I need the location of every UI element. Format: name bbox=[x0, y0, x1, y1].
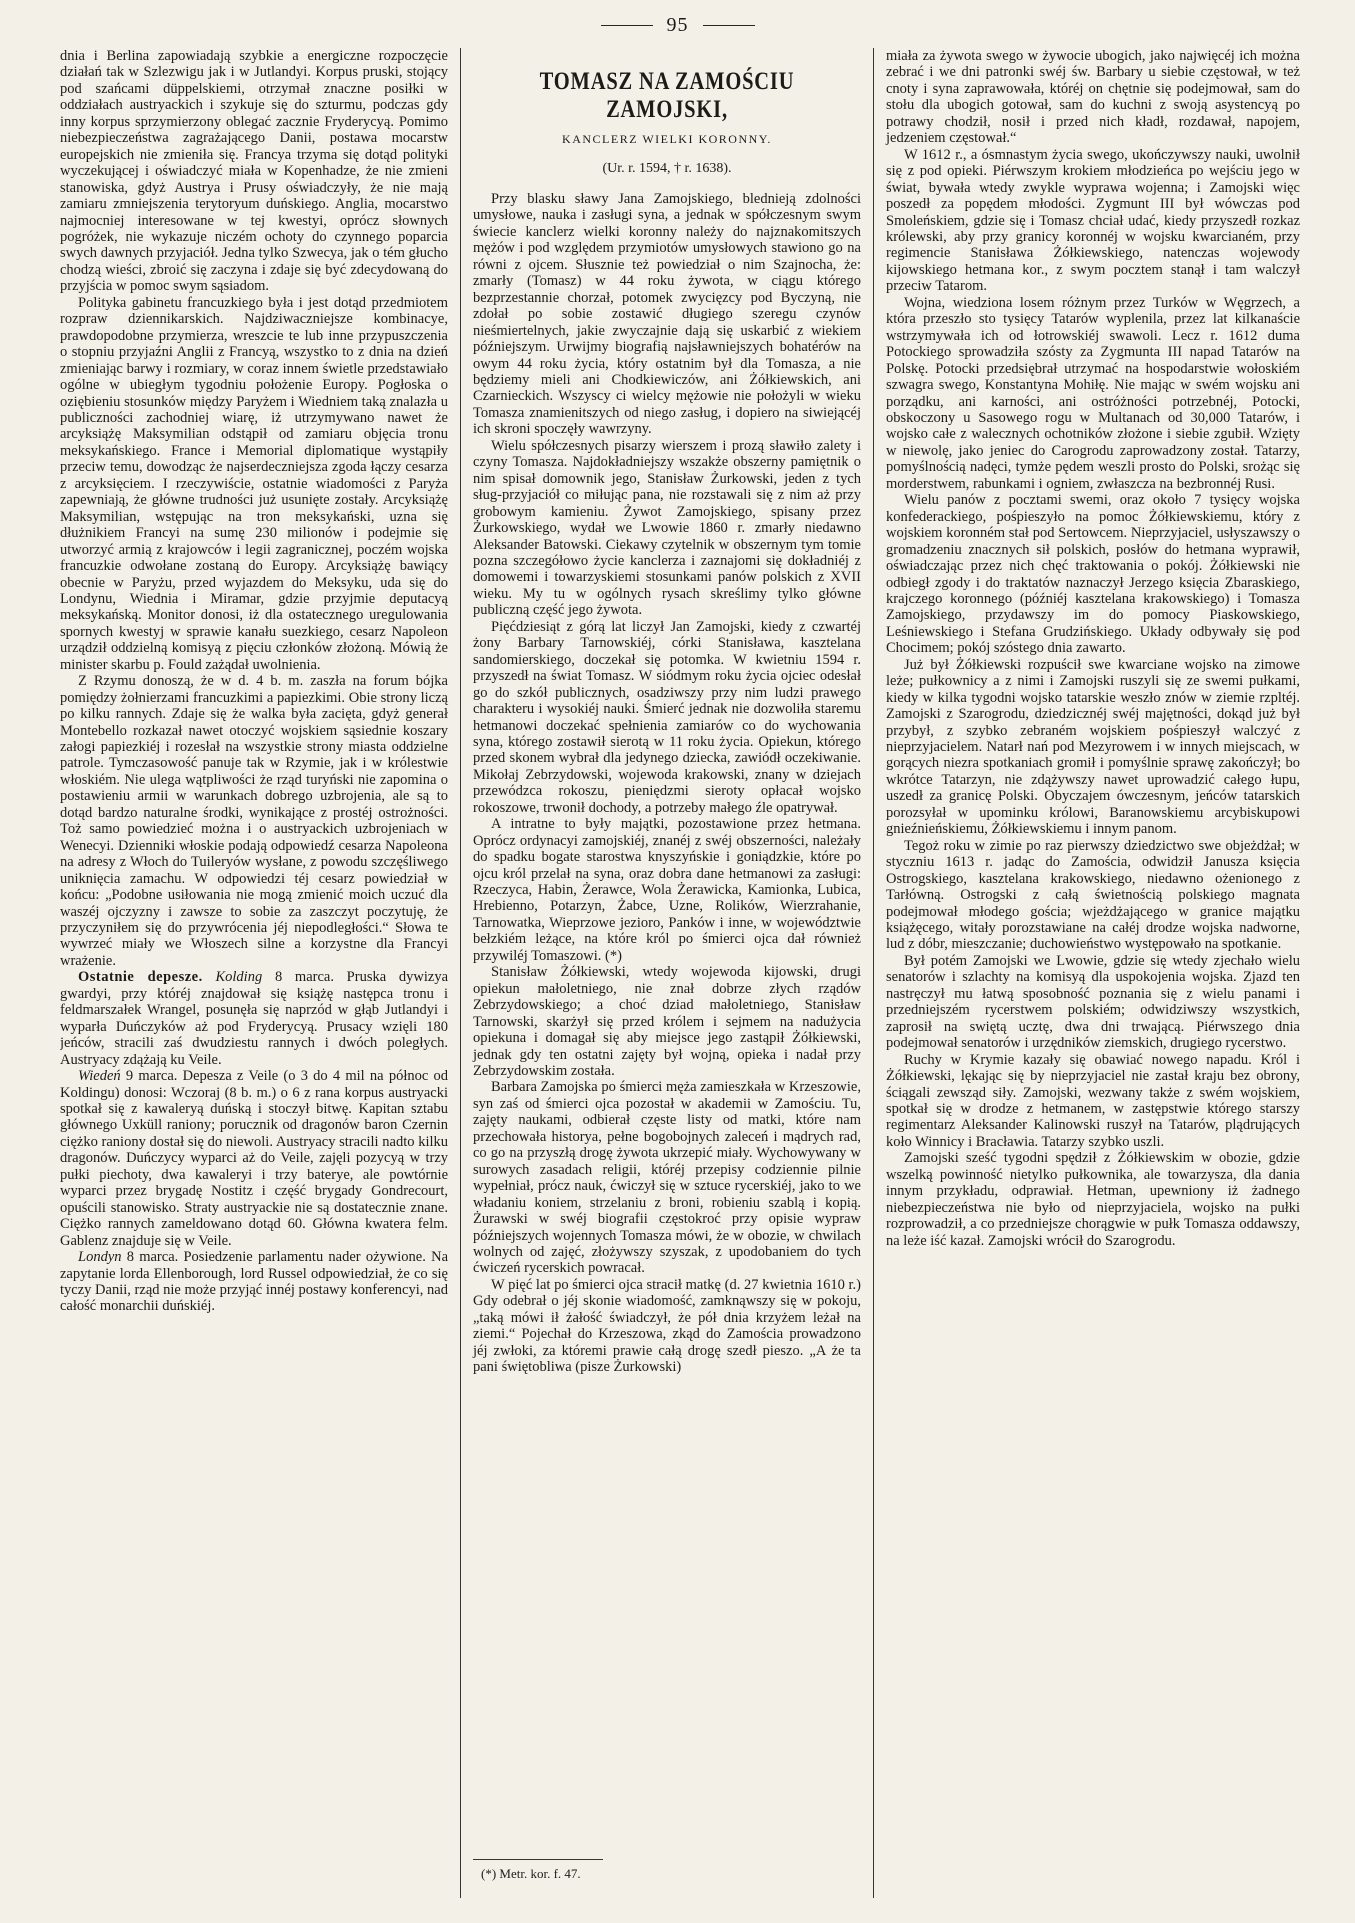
footnote: (*) Metr. kor. f. 47. bbox=[481, 1866, 581, 1881]
paragraph: dnia i Berlina zapowiadają szybkie a energiczne rozpoczęcie działań tak w Szlezwigu jak i w Jutlandyi. Korpus pruski, stojący pod szańcami düppelskiemi, otrzymał znaczne posiłki w oddziałach austryackich i szykuje się do szturmu, podczas gdy inny korpus sprzymierzony oblegać zacznie Fryderycyą. Pomimo niebezpieczeństwa zagrażającego Danii, postawa mocarstw europejskich nie zmieniła się. Francya trzyma się dotąd polityki wyczekującej i oświadczyć miała w Kopenhadze, że nie zmieni stanowiska, gdyż Austrya i Prusy oświadczyły, że nie mają zamiaru zmniejszenia terytoryum duńskiego. Anglia, mocarstwo najmocniej interesowane w tej kwestyi, oprócz słownych pogróżek, nie wykazuje niczém ochoty do czynnego poparcia swych dawnych przyjaciół. Jedna tylko Szwecya, jak o tém głucho chodzą wieści, zbroić się zaczyna i zdaje się być zdecydowaną do przyjścia w pomoc swym sąsiadom. bbox=[60, 48, 448, 295]
dispatch-paragraph bbox=[60, 1068, 448, 1249]
dispatch-place: Kolding bbox=[215, 969, 263, 986]
page-header bbox=[0, 10, 1355, 40]
dispatch-text: 8 marca. Posiedzenie parlamentu nader ożywione. Na zapytanie lorda Ellenborough, lord Russel odpowiedział, że co się tyczy Danii, rząd nie może przyjąć innéj postawy konferencyi, nad całość monarchii duńskiéj. bbox=[60, 1249, 448, 1315]
dispatch-place: Wiedeń bbox=[78, 1068, 121, 1085]
paragraph: Barbara Zamojska po śmierci męża zamieszkała w Krzeszowie, syn zaś od śmierci ojca pozostał w akademii w Zamościu. Tu, zajęty naukami, odbierał częste listy od matki, które nam przechowała historya, pełne bogobojnych zaleceń i mądrych rad, co go na przyszłą drogę żywota ukrzepić miały. Wychowywany w surowych zasadach religii, któréj przepisy codziennie pilnie wypełniał, prócz nauk, ćwiczył się w sztuce rycerskiéj, jako to we władaniu koniem, strzelaniu z broni, robieniu szablą i kopią. Żurawski w swéj biografii częstokroć przy opisie wypraw późniejszych wojennych Tomasza mówi, że w obozie, w chwilach wolnych od zajęć, złożywszy szyszak, z upodobaniem do tych ćwiczeń rycerskich powracał. bbox=[473, 1079, 861, 1277]
dispatch-paragraph bbox=[60, 969, 448, 1068]
paragraph: A intratne to były majątki, pozostawione przez hetmana. Oprócz ordynacyi zamojskiéj, znanéj z swéj obszerności, należały do spadku bogate starostwa knyszyńskie i goniądzkie, które po ojcu król przelał na syna, oraz dobra dane hetmanowi za zasługi: Rzeczyca, Habin, Żerawce, Wola Żerawicka, Kamionka, Lubica, Hrebienno, Potarzyn, Żabce, Uzne, Rolików, Wierzrahanie, Tarnowatka, Wieprzowe jezioro, Panków i inne, w województwie bełzkiém leżące, na które król po śmierci ojca dał również przywiléj Tomaszowi. (*) bbox=[473, 816, 861, 964]
dispatch-text: 9 marca. Depesza z Veile (o 3 do 4 mil na północ od Koldingu) donosi: Wczoraj (8 b. m.) o 6 z rana korpus austryacki spotkał się z kawaleryą duńską i stoczył bitwę. Kapitan sztabu głównego Uxküll raniony; porucznik od dragonów baron Czernin ciężko raniony dostał się do niewoli. Austryacy stracili nadto kilku dragonów. Duńczycy wyparci aż do Veile, zajęli pozycyą w trzy pułki piechoty, dwa kawaleryi i trzy baterye, ale powtórnie wyparci przez brygadę Nostitz i część brygady Gondrecourt, opuścili stanowisko. Straty austryackie nie są dostatecznie znane. Ciężko rannych zameldowano dotąd 60. Główna kwatera felm. Gablenz znajduje się w Veile. bbox=[60, 1068, 449, 1249]
dispatch-paragraph bbox=[60, 1249, 448, 1315]
paragraph: Już był Żółkiewski rozpuścił swe kwarciane wojsko na zimowe leże; pułkownicy a z nimi i Zamojski ruszyli się ze swemi pułkami, kiedy w kilka tygodni wojsko tatarskie weszło znów w ziemie rzpltéj. Zamojski z Szarogrodu, dziedzicznéj swéj majętności, dokąd już był przybył, z szybko zebraném wojskiem pośpieszył walczyć z nieprzyjacielem. Natarł nań pod Mezyrowem i w innych miejscach, w gorących niezra spotkaniach gromił i pomyślnie sprawę zakończył; bo wkrótce Tatarzyn, nie zdążywszy nawet uprowadzić całego łupu, uszedł za granicę Polski. Obyczajem ówczesnym, jeńców tatarskich porozsyłał w upominku królowi, Baranowskiemu arcybiskupowi gnieźnieńskiemu, Żółkiewskiemu i innym panom. bbox=[886, 656, 1300, 838]
paragraph: Przy blasku sławy Jana Zamojskiego, blednieją zdolności umysłowe, nauka i zasługi syna, a jednak w spółczesnym swym świecie kanclerz wielki koronny należy do najznakomitszych mężów i pod względem przymiotów umysłowych stawiono go na równi z ojcem. Słusznie też powiedział o nim Szajnocha, że: zmarły (Tomasz) w 44 roku żywota, w ciągu którego bezprzestannie chorzał, potomek zwycięzcy pod Byczyną, nie zdołał po sobie zostawić długiego szeregu czynów nieśmiertelnych, jakie zwyczajnie dają się uskarbić z wiekiem późniejszym. Urwijmy biografią najsławniejszych bohatérów na owym 44 roku życia, który ostatnim był dla Tomasza, a nie będziemy mieli ani Chodkiewiczów, ani Żółkiewskich, ani Czarnieckich. Wszyscy ci wielcy mężowie nie położyli w wieku Tomasza znamienitszych od niego zasług, i dopiero na siwiejącéj ich skroni spoczęły wawrzyny. bbox=[473, 191, 861, 438]
paragraph: Wojna, wiedziona losem różnym przez Turków w Węgrzech, a która przeszło sto tysięcy Tatarów wyplenila, przez lat kilkanaście wstrzymywała ich od łotrowskiéj swawoli. Lecz r. 1612 duma Potockiego sprowadziła szósty za Zygmunta III napad Tatarów na Polskę. Potocki przedsiębrał utrzymać na hospodarstwie wołoskiém szwagra swego, Konstantyna Mohiłę. Nie mając w swém wojsku ani porządku, ani karności, ani ostróżności potrzebnéj, Potocki, obskoczony u Sasowego rogu w Multanach od 30,000 Tatarów, i wojsko całe z walecznych ochotników złożone i siebie zgubił. Wzięty w niewolę, jako jeniec do Carogrodu zaprowadzony został. Tatarzy, pomyślnością nadęci, tymże pędem weszli prosto do Polski, srożąc się morderstwem, rabunkami i ogniem, zwłaszcza na bezbronnéj Rusi. bbox=[886, 294, 1300, 492]
paragraph: Zamojski sześć tygodni spędził z Żółkiewskim w obozie, gdzie wszelką powinność nietylko pułkownika, ale towarzysza, dla dania innym przykładu, odprawiał. Hetman, upewniony iż żadnego niebezpieczeństwa nie było od nieprzyjaciela, wojsko na pułki rozprowadził, a co przedniejsze chorągwie w pułk Tomasza oddawszy, na leże iść kazał. Zamojski wrócił do Szarogrodu. bbox=[886, 1150, 1300, 1249]
paragraph: miała za żywota swego w żywocie ubogich, jako najwięcéj ich można zebrać i we dni patronki swéj św. Barbary u siebie częstował, w też cnoty i syna zaprawowała, któréj on chętnie się podejmował, sam do stołu dla ubogich gotował, sam do kuchni z swoją asystencyą po potrawy chodził, nosił i przed nich kładł, rozdawał, napojem, jedzeniem częstował.“ bbox=[886, 48, 1300, 147]
paragraph: Tegoż roku w zimie po raz pierwszy dziedzictwo swe objeżdżał; w styczniu 1613 r. jadąc do Zamościa, odwidził Janusza księcia Ostrogskiego, kasztelana krakowskiego, niedawno ożenionego z Tarłówną. Ostrogski z całą świetnością polskiego magnata podejmował młodego gościa; wjeżdżającego w granice majątku książęcego, witały porozstawiane na całéj drodze wojska nadworne, lud z dóbr, mieszczanie; duchowieństwo występowało na spotkanie. bbox=[886, 837, 1300, 953]
column-left bbox=[60, 48, 460, 1898]
paragraph: Wielu panów z pocztami swemi, oraz około 7 tysięcy wojska konfederackiego, pośpieszyło na pomoc Żółkiewskiemu, który z wojskiem koronném stał pod Sertowcem. Nieprzyjaciel, usłyszawszy o gromadzeniu znacznych sił polskich, posłów do hetmana wyprawił, oświadczając przez nich chęć traktowania o pokój. Żółkiewski nie odbiegł zgody i do traktatów naznaczył Jerzego księcia Zbaraskiego, krajczego koronnego (późniéj kasztelana krakowskiego) i Tomasza Zamojskiego, przydawszy im do pomocy Piaskowskiego, Leśniewskiego i Stefana Grudzińskiego. Układy odbywały się pod Chocimem; pokój szóstego dnia zawarto. bbox=[886, 492, 1300, 657]
dispatch-text: 8 marca. Pruska dywizya gwardyi, przy któréj znajdował się książę następca tronu i feldmarszałek Wrangel, posunęła się naprzód w głąb Jutlandyi i wyparła Duńczyków aż pod Fryderycyą. Prusacy wzięli 180 jeńców, stracili zaś dwudziestu rannych i dwóch poległych. Austryacy zdążają ku Veile. bbox=[60, 969, 449, 1068]
paragraph: Pięćdziesiąt z górą lat liczył Jan Zamojski, kiedy z czwartéj żony Barbary Tarnowskiéj, córki Stanisława, kasztelana sandomierskiego, doczekał się potomka. W kwietniu 1594 r. przyszedł na świat Tomasz. W siódmym roku życia ojciec odesłał go do szkół publicznych, osadziwszy przy nim ludzi prawego charakteru i wysokiéj nauki. Śmierć jednak nie dozwoliła staremu hetmanowi doczekać spełnienia zamiarów co do wychowania syna, którego zostawił sierotą w 11 roku życia. Opiekun, którego przed skonem wybrał dla jedynego dziecka, zawiódł oczekiwanie. Mikołaj Zebrzydowski, wojewoda krakowski, znany w dziejach przewódzca rokoszu, pieniędzmi sieroty opłacał wojsko rokoszowe, trwonił dochody, a potrzeby małego źle opatrywał. bbox=[473, 618, 861, 816]
section-heading: Ostatnie depesze. bbox=[78, 969, 203, 986]
paragraph: W 1612 r., a ósmnastym życia swego, ukończywszy nauki, uwolnił się z pod opieki. Piérwszym krokiem młodzieńca po wejściu jego w świat, bywała wtedy zwykle wyprawa wojenna; i Zamojski więc poszedł za popędem młodości. Zygmunt III był wówczas pod Smoleńskiem, gdzie się i Tomasz chciał udać, kiedy przyszedł rozkaz królewski, aby przy granicy koronnéj w wojsku kwarcianém, przy regimencie Stanisława Żółkiewskiego, natenczas wojewody kijowskiego hetmana kor., z swym pocztem stanął i tam walczył przeciw Tatarom. bbox=[886, 146, 1300, 295]
page-number: 95 bbox=[666, 13, 689, 36]
paragraph: Ruchy w Krymie kazały się obawiać nowego napadu. Król i Żółkiewski, lękając się by nieprzyjaciel nie zastał kraju bez obrony, ściągali zewsząd siły. Zamojski, wezwany także z swém wojskiem, spotkał się w drodze z hetmanem, w zastępstwie którego starszy regimentarz Aleksander Kalinowski ruszył na Tatarów, plądrujących koło Winnicy i Bracławia. Tatarzy szybko uszli. bbox=[886, 1051, 1300, 1150]
column-middle bbox=[460, 48, 874, 1898]
text-columns bbox=[60, 48, 1300, 1898]
paragraph: Był potém Zamojski we Lwowie, gdzie się wtedy zjechało wielu senatorów i szlachty na komisyą dla uspokojenia wojska. Zjazd ten nastręczył mu łatwą sposobność poznania się z wielu panami i przedniejszém rycerstwem polskiém; odwidziwszy wszystkich, zaprosił na swiętą ucztę, dwa dni trwającą. Piérwszego dnia podejmował senatorów i urzędników ziemskich, drugiego rycerstwo. bbox=[886, 952, 1300, 1052]
paragraph: W pięć lat po śmierci ojca stracił matkę (d. 27 kwietnia 1610 r.) Gdy odebrał o jéj skonie wiadomość, zamknąwszy się w pokoju, „taką mówi ił żałość świadczył, że pół dnia krzyżem leżał na ziemi.“ Pojechał do Krzeszowa, zkąd do Zamościa prowadzono jéj zwłoki, za któremi prawie całą drogę szedł pieszo. „A że ta pani świętobliwa (pisze Żurkowski) bbox=[473, 1276, 861, 1376]
paragraph: Z Rzymu donoszą, że w d. 4 b. m. zaszła na forum bójka pomiędzy żołnierzami francuzkimi a papiezkimi. Obie strony liczą po kilku rannych. Zdaje się że walka była zacięta, gdyż generał Montebello rozkazał nawet otoczyć wojskiem sąsiednie koszary załogi papiezkiéj i rozesłał na wszystkie strony miasta oddzielne patrole. Tymczasowość panuje tak w Rzymie, jak i w królestwie włoskiém. Nie ulega wątpliwości że rząd turyński nie zapomina o postawieniu armii w warunkach dobrego uzbrojenia, ale są to dotąd bardzo naturalne środki, wynikające z prostéj ostrożności. Toż samo powiedzieć można i o austryackich uzbrojeniach w Wenecyi. Dzienniki włoskie podają odpowiedź cesarza Napoleona na adresy z Włoch do Tuileryów wysłane, z powodu szczęśliwego uniknięcia zamachu. W odpowiedzi téj cesarz powiedział w końcu: „Podobne usiłowania nie mogą zmienić moich uczuć dla waszéj ojczyzny i zawsze to sobie za zaszczyt poczytuję, że przyczyniłem się do przywrócenia jéj niepodległości.“ Słowa te wywrzeć miały we Włoszech silne a korzystne dla Francyi wrażenie. bbox=[60, 673, 448, 969]
paragraph: Stanisław Żółkiewski, wtedy wojewoda kijowski, drugi opiekun małoletniego, nie znał dobrze złych rządów Zebrzydowskiego; a choć dziad małoletniego, Stanisław Tarnowski, skarżył się przed królem i sejmem na nadużycia opiekuna i domagał się aby miejsce jego zastąpił Żółkiewski, jednak gdy ten ostatni zajęty był wojną, opieka i nadał przy Zebrzydowskim została. bbox=[473, 964, 861, 1080]
header-rule-right bbox=[703, 25, 755, 26]
dispatch-place: Londyn bbox=[78, 1249, 122, 1266]
article-subtitle: KANCLERZ WIELKI KORONNY. bbox=[562, 132, 772, 146]
column-right bbox=[874, 48, 1300, 1898]
paragraph: Wielu spółczesnych pisarzy wierszem i prozą sławiło zalety i czyny Tomasza. Najdokładniejszy wszakże obszerny pamiętnik o nim spisał domownik jego, Stanisław Żurkowski, jeden z tych sług-przyjaciół co miłując pana, nie rozstawali się z nim aż przy grobowym kamieniu. Żywot Zamojskiego, spisany przez Żurkowskiego, wydał we Lwowie 1860 r. zmarły niedawno Aleksander Batowski. Ciekawy czytelnik w obszernym tym tomie pozna szczegółowo życie kanclerza i zaznajomi się dokładniéj z domowemi i towarzyskiemi stosunkami panów polskich z XVII wieku. My tu w ogólnych rysach skreślimy tylko główne publiczną część jego żywota. bbox=[473, 437, 861, 619]
footnote-rule bbox=[473, 1859, 603, 1860]
paragraph: Polityka gabinetu francuzkiego była i jest dotąd przedmiotem rozpraw dziennikarskich. Najdziwaczniejsze kombinacye, prawdopodobne przymierza, wreszcie te lub inne przypuszczenia o stopniu przyjaźni Anglii z Francyą, wszystko to z dnia na dzień zmieniając barwy i rozmiary, w coraz innem świetle przedstawiało ogólne w ubiegłym tygodniu położenie Europy. Pogłoska o oziębieniu stosunków między Paryżem i Wiedniem taką znalazła u publiczności zachodniej wiarę, iż utrzymywano nawet że arcyksiążę Maksymilian odstąpił od zamiaru objęcia tronu meksykańskiego. France i Memorial diplomatique wystąpiły przeciw temu, dowodząc że najserdeczniejsza zgoda łączy cesarza z arcyksięciem. I rzeczywiście, ostatnie wiadomości z Paryża zapewniają, że główne trudności już usunięte zostały. Arcyksiążę Maksymilian, wstępując na tron meksykański, uzna się dłużnikiem Francyi na sumę 230 milionów i podejmie się utworzyć armią z krajowców i legii zagranicznej, poczém wojska francuzkie odwołane zostaną do Europy. Arcyksiążę bawiący obecnie w Paryżu, przed wyjazdem do Meksyku, uda się do Londynu, Wiednia i Miramar, gdzie przyjmie deputacyą meksykańską. Monitor donosi, iż dla ostatecznego uregulowania spornych kwestyj w sprawie kanału suezkiego, cesarz Napoleon urządził oddzielną komisyą z pięciu członków złożoną. Mówią że minister skarbu p. Fould zażądał uwolnienia. bbox=[60, 294, 448, 673]
article-dates: (Ur. r. 1594, † r. 1638). bbox=[602, 161, 732, 176]
header-rule-left bbox=[601, 25, 653, 26]
article-title: TOMASZ NA ZAMOŚCIU ZAMOJSKI, bbox=[539, 68, 795, 123]
